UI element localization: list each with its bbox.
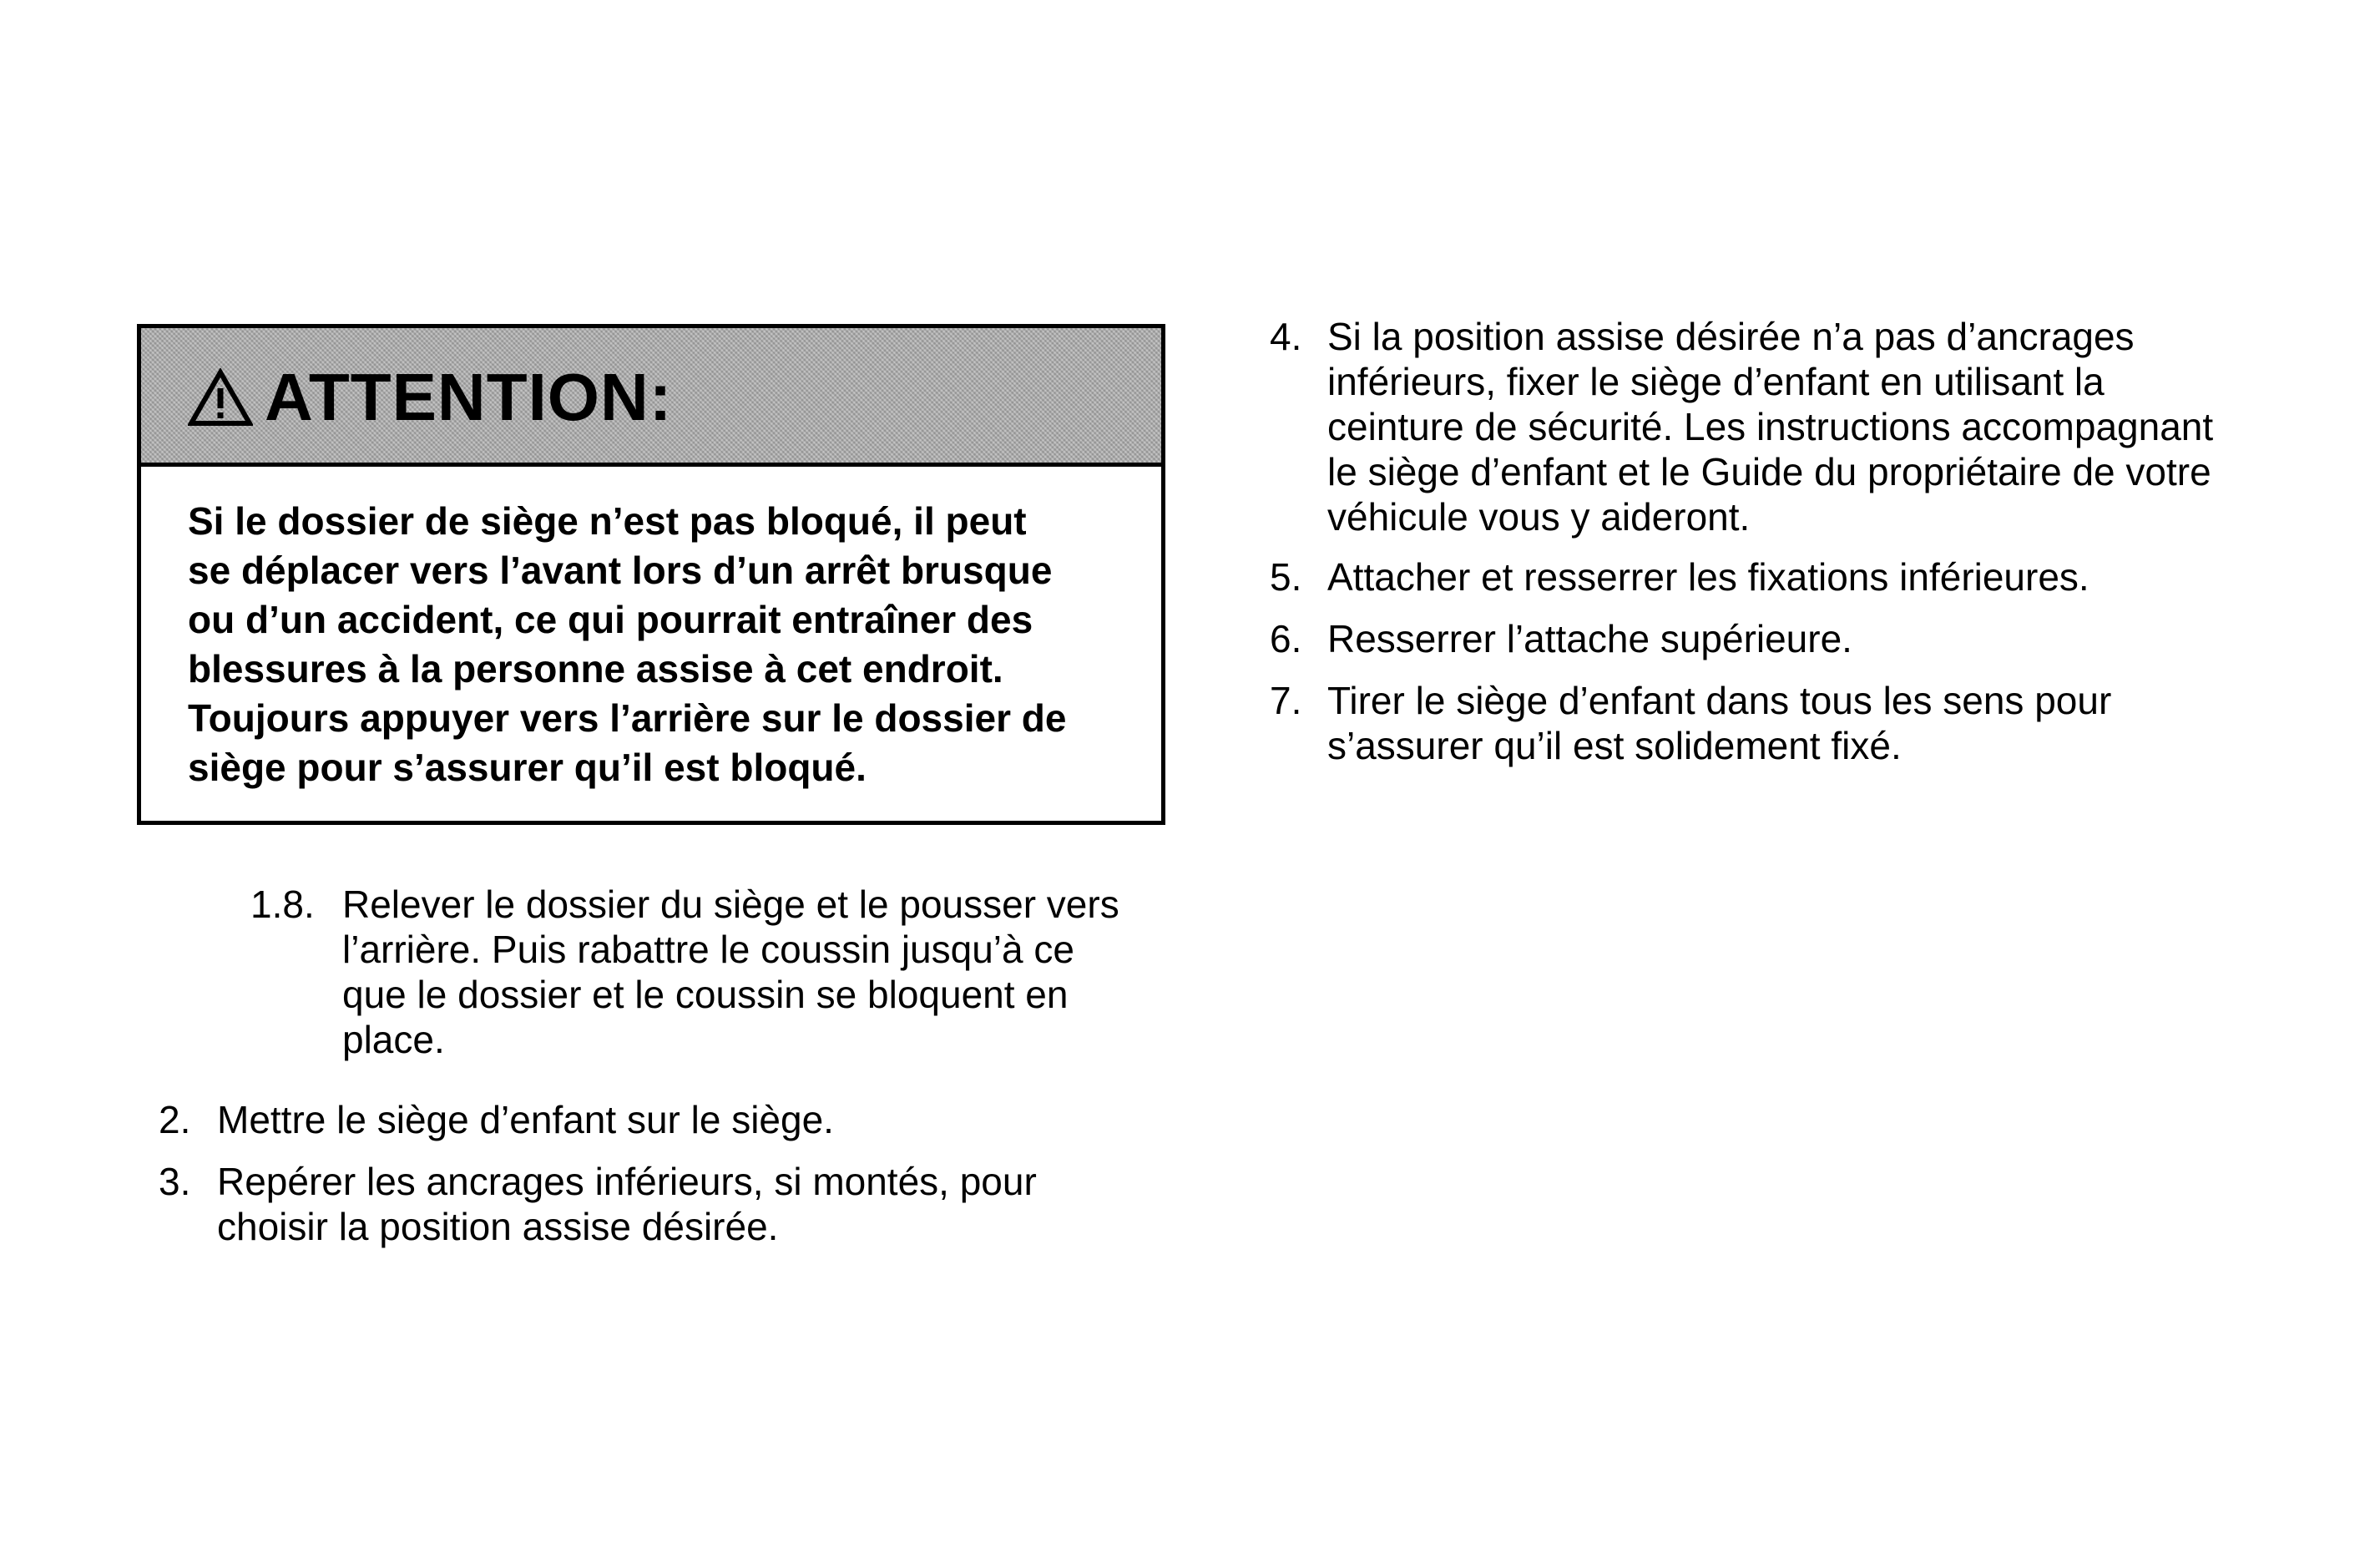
step-text-line: le siège d’enfant et le Guide du propriétaire de votre bbox=[1327, 450, 2211, 493]
warning-body-line: ou d’un accident, ce qui pourrait entraîner des bbox=[188, 598, 1033, 641]
step-text bbox=[217, 1097, 834, 1142]
step-number: 6. bbox=[1270, 617, 1302, 660]
warning-body-line: Si le dossier de siège n’est pas bloqué, il peut bbox=[188, 499, 1027, 543]
step-text bbox=[1327, 554, 2089, 599]
warning-triangle-icon bbox=[188, 368, 253, 427]
step-number: 3. bbox=[159, 1160, 191, 1203]
warning-body-line: siège pour s’assurer qu’il est bloqué. bbox=[188, 746, 867, 789]
list-item bbox=[1270, 314, 2213, 539]
step-number: 1.8. bbox=[250, 883, 315, 926]
step-text-line: Repérer les ancrages inférieurs, si montés, pour bbox=[217, 1160, 1037, 1203]
step-text-line: Mettre le siège d’enfant sur le siège. bbox=[217, 1098, 834, 1141]
step-number: 2. bbox=[159, 1098, 191, 1141]
step-text-line: l’arrière. Puis rabattre le coussin jusqu’à ce bbox=[342, 928, 1074, 971]
step-text bbox=[1327, 314, 2213, 539]
step-text bbox=[342, 882, 1119, 1062]
warning-body-line: se déplacer vers l’avant lors d’un arrêt brusque bbox=[188, 549, 1053, 592]
list-item bbox=[1270, 554, 2089, 599]
step-text-line: véhicule vous y aideront. bbox=[1327, 495, 1751, 539]
step-number: 5. bbox=[1270, 555, 1302, 599]
step-text-line: que le dossier et le coussin se bloquent en bbox=[342, 973, 1069, 1016]
warning-body-line: Toujours appuyer vers l’arrière sur le dossier de bbox=[188, 696, 1067, 740]
step-text bbox=[1327, 678, 2111, 768]
step-text-line: Attacher et resserrer les fixations inférieures. bbox=[1327, 555, 2089, 599]
warning-title-text: ATTENTION: bbox=[265, 360, 673, 434]
warning-header bbox=[141, 328, 1161, 467]
step-text-line: s’assurer qu’il est solidement fixé. bbox=[1327, 724, 1902, 767]
list-item bbox=[159, 1159, 1037, 1249]
step-text-line: Tirer le siège d’enfant dans tous les sens pour bbox=[1327, 679, 2112, 722]
step-text-line: place. bbox=[342, 1018, 445, 1061]
step-text bbox=[217, 1159, 1037, 1249]
step-number: 4. bbox=[1270, 315, 1302, 358]
step-number: 7. bbox=[1270, 679, 1302, 722]
list-item bbox=[250, 882, 1119, 1062]
step-text-line: choisir la position assise désirée. bbox=[217, 1205, 779, 1248]
warning-box bbox=[137, 324, 1165, 825]
list-item bbox=[1270, 616, 1852, 661]
step-text-line: ceinture de sécurité. Les instructions accompagnant bbox=[1327, 405, 2214, 448]
step-text-line: Resserrer l’attache supérieure. bbox=[1327, 617, 1852, 660]
warning-body-line: blessures à la personne assise à cet endroit. bbox=[188, 647, 1003, 690]
list-item bbox=[1270, 678, 2111, 768]
list-item bbox=[159, 1097, 834, 1142]
step-text-line: Si la position assise désirée n’a pas d’ancrages bbox=[1327, 315, 2135, 358]
step-text-line: inférieurs, fixer le siège d’enfant en utilisant la bbox=[1327, 360, 2105, 403]
step-text bbox=[1327, 616, 1852, 661]
warning-body bbox=[188, 497, 1131, 792]
step-text-line: Relever le dossier du siège et le pousser vers bbox=[342, 883, 1119, 926]
warning-title bbox=[188, 360, 672, 435]
